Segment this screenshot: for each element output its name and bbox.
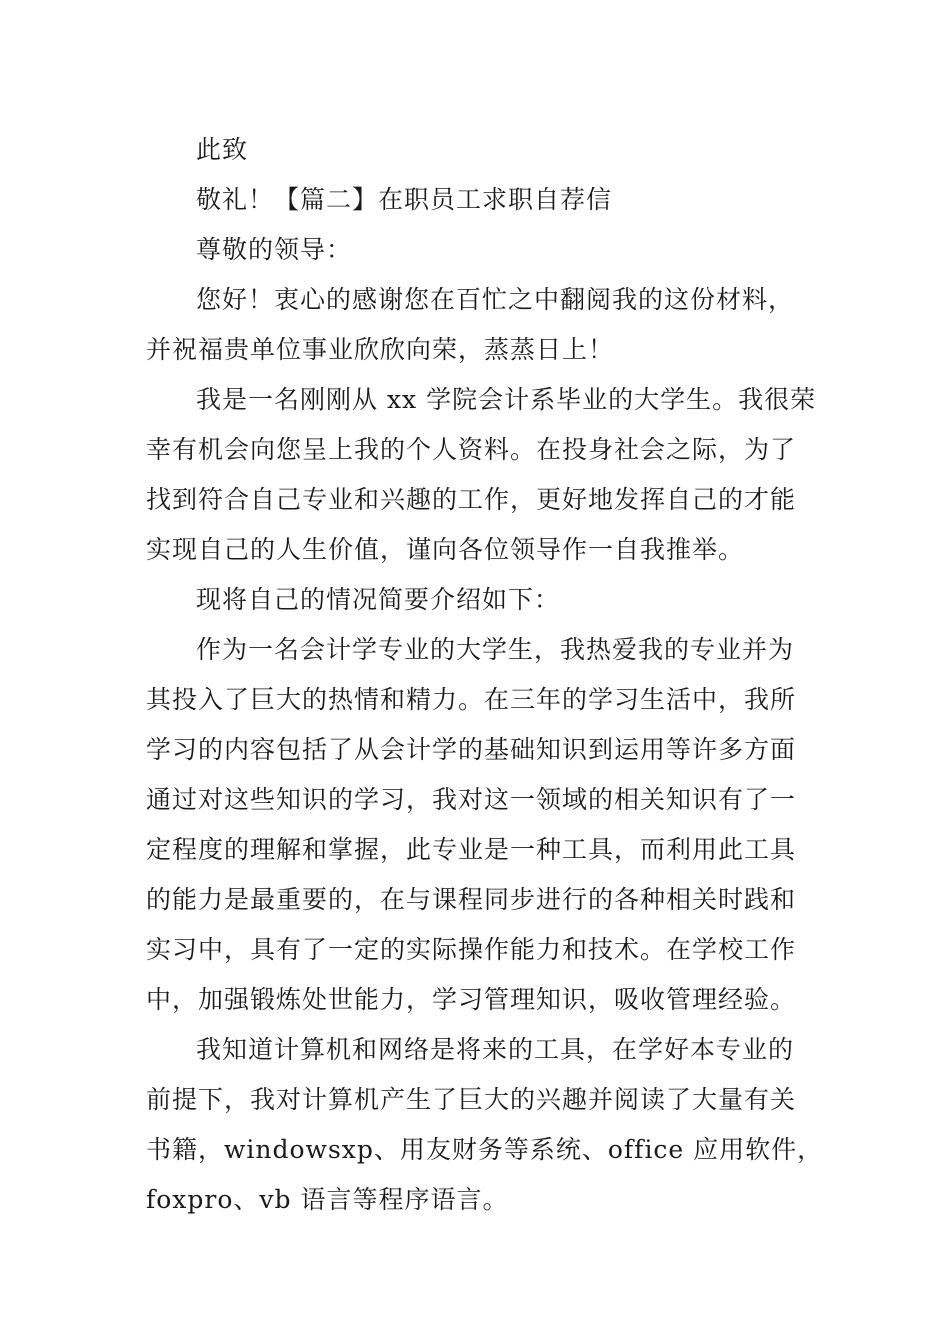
paragraph-line: 其投入了巨大的热情和精力。在三年的学习生活中，我所 bbox=[146, 685, 797, 714]
paragraph-line: 现将自己的情况简要介绍如下： bbox=[196, 585, 561, 614]
paragraph-line: 您好！衷心的感谢您在百忙之中翻阅我的这份材料， bbox=[196, 285, 795, 314]
salutation-title-line: 敬礼！【篇二】在职员工求职自荐信 bbox=[196, 185, 613, 214]
paragraph-line: 找到符合自己专业和兴趣的工作，更好地发挥自己的才能 bbox=[146, 485, 797, 514]
paragraph-line: 学习的内容包括了从会计学的基础知识到运用等许多方面 bbox=[146, 735, 797, 764]
paragraph-line: 实现自己的人生价值，谨向各位领导作一自我推举。 bbox=[146, 535, 745, 564]
paragraph-line: 前提下，我对计算机产生了巨大的兴趣并阅读了大量有关 bbox=[146, 1085, 797, 1114]
paragraph-line: 我是一名刚刚从 xx 学院会计系毕业的大学生。我很荣 bbox=[196, 385, 817, 414]
paragraph-line: foxpro、vb 语言等程序语言。 bbox=[146, 1185, 509, 1214]
paragraph-line: 中，加强锻炼处世能力，学习管理知识，吸收管理经验。 bbox=[146, 985, 797, 1014]
paragraph-line: 定程度的理解和掌握，此专业是一种工具，而利用此工具 bbox=[146, 835, 797, 864]
paragraph-line: 我知道计算机和网络是将来的工具，在学好本专业的 bbox=[196, 1035, 795, 1064]
paragraph-line: 书籍，windowsxp、用友财务等系统、office 应用软件， bbox=[146, 1135, 824, 1164]
paragraph-line: 通过对这些知识的学习，我对这一领域的相关知识有了一 bbox=[146, 785, 797, 814]
paragraph-line: 幸有机会向您呈上我的个人资料。在投身社会之际，为了 bbox=[146, 435, 797, 464]
greeting-line: 尊敬的领导： bbox=[196, 235, 353, 264]
closing-line: 此致 bbox=[196, 135, 249, 164]
paragraph-line: 的能力是最重要的，在与课程同步进行的各种相关时践和 bbox=[146, 885, 797, 914]
paragraph-line: 作为一名会计学专业的大学生，我热爱我的专业并为 bbox=[196, 635, 795, 664]
paragraph-line: 实习中，具有了一定的实际操作能力和技术。在学校工作 bbox=[146, 935, 797, 964]
paragraph-line: 并祝福贵单位事业欣欣向荣，蒸蒸日上！ bbox=[146, 335, 615, 364]
